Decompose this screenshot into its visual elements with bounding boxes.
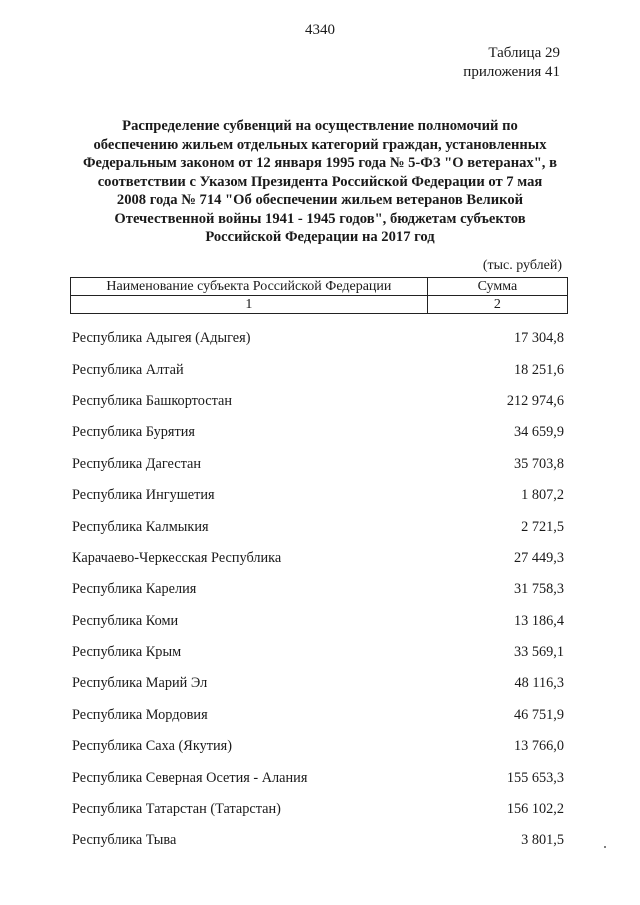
- table-row: [72, 700, 564, 731]
- table-row: [72, 480, 564, 511]
- region-sum: 31 758,3: [513, 581, 564, 598]
- table-row: [72, 762, 564, 793]
- region-sum: 18 251,6: [513, 361, 564, 378]
- region-name: Республика Дагестан: [72, 455, 202, 472]
- title-line-5: 2008 года № 714 "Об обеспечении жильем ветеранов Великой: [116, 192, 524, 208]
- table-row: [72, 668, 564, 699]
- region-name: Республика Крым: [72, 644, 182, 661]
- region-sum: 155 653,3: [506, 769, 564, 786]
- document-title: [60, 117, 580, 247]
- region-name: Республика Марий Эл: [72, 675, 208, 692]
- region-sum: 46 751,9: [513, 706, 564, 723]
- table-row: [72, 543, 564, 574]
- table-row: [72, 574, 564, 605]
- region-sum: 35 703,8: [513, 455, 564, 472]
- table-row: [72, 606, 564, 637]
- table-row: [72, 825, 564, 856]
- page-number: 4340: [305, 22, 335, 38]
- column-number-sum: 2: [427, 296, 567, 314]
- table-row: [72, 794, 564, 825]
- header-row: [71, 278, 568, 296]
- region-sum: 13 766,0: [513, 738, 564, 755]
- unit-note: (тыс. рублей): [482, 258, 562, 273]
- region-name: Республика Бурятия: [72, 424, 195, 441]
- region-name: Республика Татарстан (Татарстан): [72, 801, 281, 818]
- region-sum: 2 721,5: [521, 518, 564, 535]
- column-header-name: Наименование субъекта Российской Федерации: [71, 278, 428, 296]
- title-line-4: соответствии с Указом Президента Российской Федерации от 7 мая: [97, 173, 543, 190]
- table-row: [72, 354, 564, 385]
- title-line-7: Российской Федерации на 2017 год: [205, 229, 435, 245]
- column-number-name: 1: [71, 296, 428, 314]
- region-name: Республика Саха (Якутия): [72, 738, 232, 755]
- region-sum: 212 974,6: [506, 392, 564, 409]
- table-row: [72, 386, 564, 417]
- title-line-3: Федеральным законом от 12 января 1995 года № 5-ФЗ "О ветеранах", в: [83, 155, 557, 171]
- table-row: [72, 417, 564, 448]
- region-name: Республика Башкортостан: [72, 392, 232, 409]
- region-name: Республика Тыва: [72, 832, 177, 849]
- region-sum: 17 304,8: [513, 330, 564, 347]
- region-sum: 34 659,9: [513, 424, 564, 441]
- region-name: Карачаево-Черкесская Республика: [72, 549, 282, 566]
- column-number-row: [71, 296, 568, 314]
- table-ref-line-1: Таблица 29: [488, 45, 560, 61]
- title-line-1: Распределение субвенций на осуществление полномочий по: [122, 118, 518, 134]
- table-ref-line-2: приложения 41: [463, 64, 560, 80]
- region-sum: 27 449,3: [513, 549, 564, 566]
- table-header: [70, 277, 568, 314]
- region-sum: 156 102,2: [506, 801, 564, 818]
- title-line-2: обеспечению жильем отдельных категорий граждан, установленных: [93, 136, 547, 153]
- region-sum: 3 801,5: [521, 832, 564, 849]
- scan-speck: [604, 846, 606, 848]
- table-row: [72, 449, 564, 480]
- region-name: Республика Адыгея (Адыгея): [72, 330, 251, 347]
- table-row: [72, 323, 564, 354]
- table-row: [72, 731, 564, 762]
- region-sum: 13 186,4: [513, 612, 564, 629]
- region-name: Республика Коми: [72, 612, 179, 629]
- table-body: [72, 323, 564, 857]
- region-name: Республика Северная Осетия - Алания: [72, 769, 308, 786]
- region-sum: 1 807,2: [521, 487, 564, 504]
- region-name: Республика Алтай: [72, 361, 184, 378]
- table-reference: [463, 44, 560, 82]
- region-name: Республика Карелия: [72, 581, 197, 598]
- title-line-6: Отечественной войны 1941 - 1945 годов", бюджетам субъектов: [114, 210, 526, 227]
- column-header-sum: Сумма: [427, 278, 567, 296]
- region-name: Республика Мордовия: [72, 706, 208, 723]
- region-name: Республика Калмыкия: [72, 518, 209, 535]
- table-row: [72, 511, 564, 542]
- region-sum: 33 569,1: [513, 644, 564, 661]
- table-row: [72, 637, 564, 668]
- region-name: Республика Ингушетия: [72, 487, 215, 504]
- region-sum: 48 116,3: [514, 675, 564, 692]
